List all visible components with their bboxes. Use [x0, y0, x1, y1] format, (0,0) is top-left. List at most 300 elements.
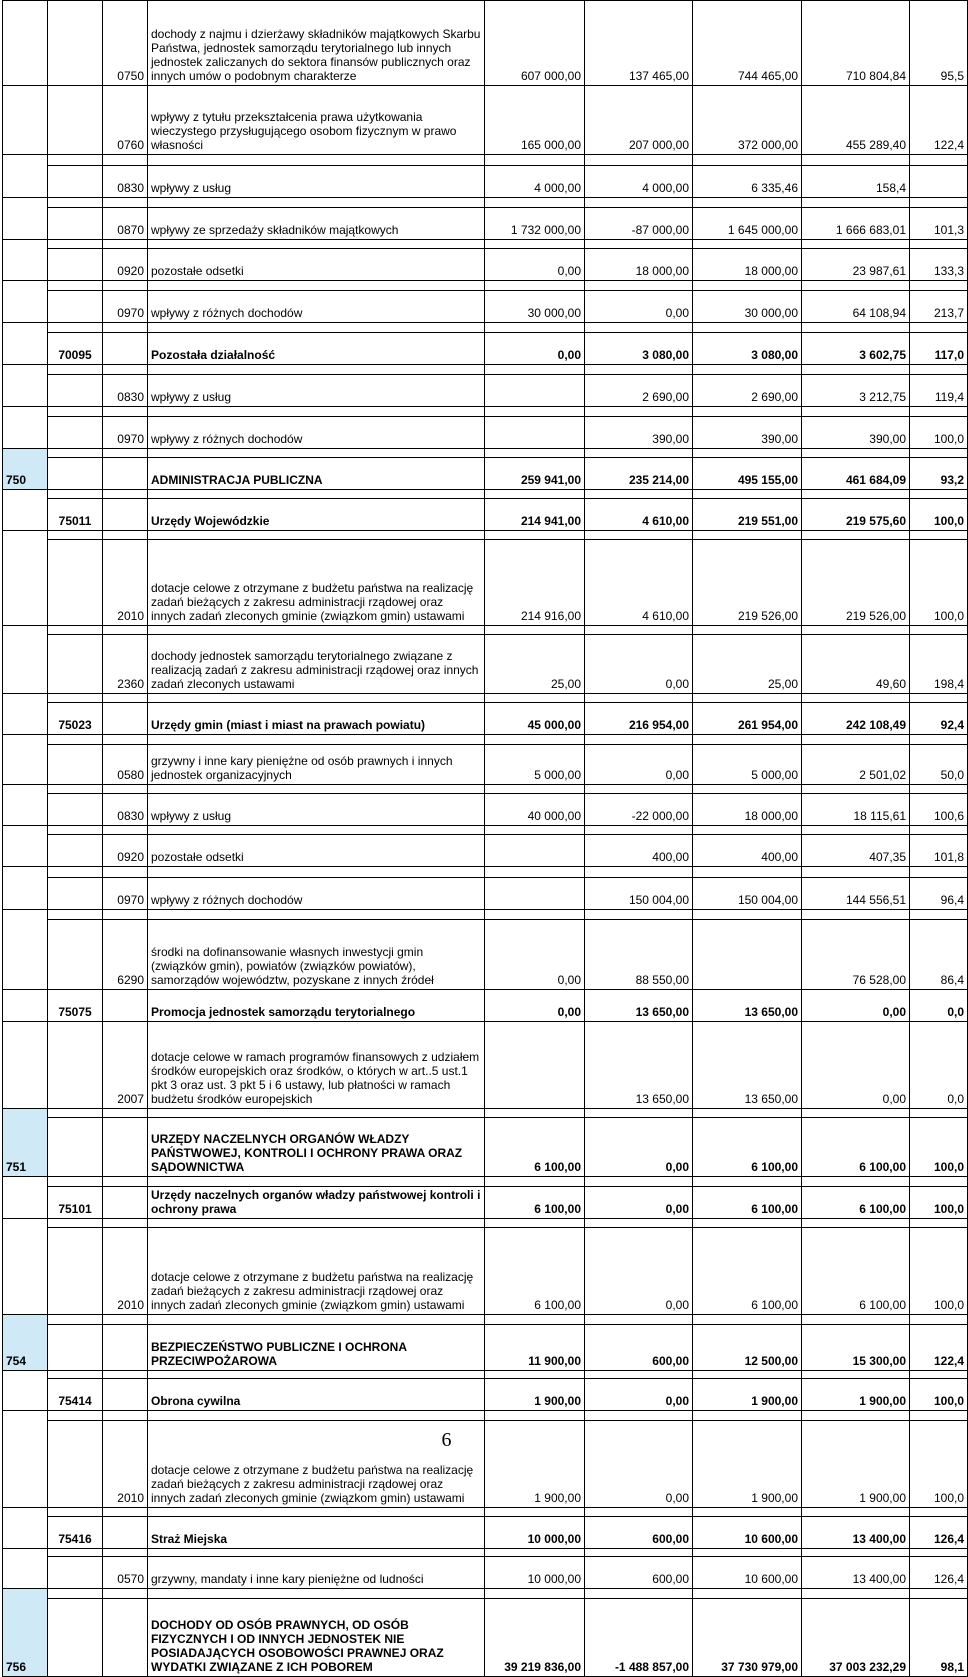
spacer-cell [48, 1589, 103, 1599]
spacer-cell [693, 407, 802, 417]
row-spacer [3, 1589, 968, 1599]
item-name: Urzędy naczelnych organów władzy państwowej kontroli i ochrony prawa [148, 1187, 485, 1219]
spacer-cell [485, 365, 585, 375]
spacer-cell [485, 1411, 585, 1421]
item-name: dotacje celowe z otrzymane z budżetu państwa na realizację zadań bieżących z zakresu administracji rządowej oraz innych zadań zleconych gminie (związkom gmin) ustawami [148, 1228, 485, 1315]
paragraph-code: 0830 [103, 375, 148, 407]
change-value: 4 610,00 [585, 499, 693, 531]
spacer-cell [3, 626, 48, 635]
item-name: BEZPIECZEŃSTWO PUBLICZNE I OCHRONA PRZECIWPOŻAROWA [148, 1325, 485, 1371]
table-row [3, 1325, 968, 1371]
paragraph-code: 0970 [103, 417, 148, 449]
plan-after-change-value: 13 650,00 [693, 990, 802, 1022]
plan-value: 4 000,00 [485, 166, 585, 198]
plan-after-change-value: 6 100,00 [693, 1228, 802, 1315]
change-value: 150 004,00 [585, 878, 693, 910]
chapter-code [48, 1118, 103, 1177]
plan-after-change-value: 3 080,00 [693, 333, 802, 365]
item-name: dochody z najmu i dzierżawy składników majątkowych Skarbu Państwa, jednostek samorządu terytorialnego lub innych jednostek zaliczanych do sektora finansów publicznych oraz innych umów o podobnym charakterze [148, 1, 485, 86]
spacer-cell [802, 490, 910, 499]
item-name: dotacje celowe w ramach programów finansowych z udziałem środków europejskich oraz środków, o których w art..5 ust.1 pkt 3 oraz ust. 3 pkt 5 i 6 ustawy, lub płatności w ramach budżetu środków europejskich [148, 1022, 485, 1109]
plan-after-change-value: 495 155,00 [693, 458, 802, 490]
table-row [3, 375, 968, 407]
chapter-code [48, 878, 103, 910]
spacer-cell [910, 1411, 968, 1421]
spacer-cell [148, 694, 485, 703]
spacer-cell [910, 1109, 968, 1118]
spacer-cell [485, 1549, 585, 1557]
spacer-cell [103, 155, 148, 166]
percent-value: 100,0 [910, 499, 968, 531]
execution-value: 158,4 [802, 166, 910, 198]
execution-value: 1 900,00 [802, 1421, 910, 1508]
change-value: -87 000,00 [585, 208, 693, 240]
spacer-cell [103, 1508, 148, 1517]
percent-value: 117,0 [910, 333, 968, 365]
chapter-code [48, 920, 103, 990]
spacer-cell [148, 910, 485, 920]
paragraph-code: 0570 [103, 1557, 148, 1589]
paragraph-code: 0580 [103, 745, 148, 785]
percent-value: 101,8 [910, 835, 968, 867]
spacer-cell [485, 198, 585, 208]
percent-value: 133,3 [910, 249, 968, 281]
spacer-cell [585, 910, 693, 920]
execution-value: 461 684,09 [802, 458, 910, 490]
paragraph-code [103, 1325, 148, 1371]
change-value: 3 080,00 [585, 333, 693, 365]
spacer-cell [48, 365, 103, 375]
spacer-cell [802, 449, 910, 458]
plan-value: 0,00 [485, 920, 585, 990]
item-name: wpływy z różnych dochodów [148, 878, 485, 910]
plan-after-change-value: 18 000,00 [693, 249, 802, 281]
change-value: 4 000,00 [585, 166, 693, 198]
execution-value: 3 602,75 [802, 333, 910, 365]
item-name: wpływy z usług [148, 375, 485, 407]
row-spacer [3, 155, 968, 166]
paragraph-code [103, 333, 148, 365]
section-code [3, 291, 48, 323]
item-name: Promocja jednostek samorządu terytorialnego [148, 990, 485, 1022]
section-code [3, 375, 48, 407]
spacer-cell [585, 1177, 693, 1187]
spacer-cell [802, 531, 910, 540]
change-value: 0,00 [585, 1379, 693, 1411]
percent-value: 213,7 [910, 291, 968, 323]
spacer-cell [48, 449, 103, 458]
execution-value: 15 300,00 [802, 1325, 910, 1371]
spacer-cell [485, 1371, 585, 1379]
section-code [3, 1, 48, 86]
plan-value: 25,00 [485, 635, 585, 694]
percent-value: 100,0 [910, 1187, 968, 1219]
section-code [3, 166, 48, 198]
spacer-cell [48, 1177, 103, 1187]
spacer-cell [585, 735, 693, 745]
spacer-cell [802, 735, 910, 745]
spacer-cell [48, 323, 103, 333]
spacer-cell [585, 1371, 693, 1379]
spacer-cell [148, 449, 485, 458]
spacer-cell [693, 785, 802, 794]
spacer-cell [802, 1371, 910, 1379]
paragraph-code: 2007 [103, 1022, 148, 1109]
item-name: wpływy z tytułu przekształcenia prawa użytkowania wieczystego przysługującego osobom fizycznym w prawo własności [148, 86, 485, 155]
execution-value: 3 212,75 [802, 375, 910, 407]
plan-value [485, 1022, 585, 1109]
spacer-cell [585, 1315, 693, 1325]
chapter-code [48, 208, 103, 240]
spacer-cell [910, 1177, 968, 1187]
spacer-cell [910, 1315, 968, 1325]
plan-after-change-value: 1 645 000,00 [693, 208, 802, 240]
table-row [3, 1, 968, 86]
item-name: wpływy ze sprzedaży składników majątkowych [148, 208, 485, 240]
paragraph-code: 6290 [103, 920, 148, 990]
execution-value: 49,60 [802, 635, 910, 694]
spacer-cell [802, 1508, 910, 1517]
spacer-cell [103, 240, 148, 249]
spacer-cell [103, 198, 148, 208]
paragraph-code: 0920 [103, 249, 148, 281]
spacer-cell [103, 490, 148, 499]
chapter-code [48, 166, 103, 198]
chapter-code: 75011 [48, 499, 103, 531]
change-value: -1 488 857,00 [585, 1599, 693, 1677]
item-name: Urzędy Wojewódzkie [148, 499, 485, 531]
spacer-cell [693, 1589, 802, 1599]
plan-after-change-value: 219 526,00 [693, 540, 802, 626]
spacer-cell [585, 449, 693, 458]
percent-value: 100,0 [910, 1118, 968, 1177]
change-value: 2 690,00 [585, 375, 693, 407]
spacer-cell [48, 735, 103, 745]
plan-after-change-value: 6 100,00 [693, 1187, 802, 1219]
spacer-cell [693, 531, 802, 540]
spacer-cell [485, 155, 585, 166]
row-spacer [3, 626, 968, 635]
budget-table [2, 0, 968, 1677]
item-name: dotacje celowe z otrzymane z budżetu państwa na realizację zadań bieżących z zakresu administracji rządowej oraz innych zadań zleconych gminie (związkom gmin) ustawami [148, 1421, 485, 1508]
plan-value: 0,00 [485, 990, 585, 1022]
row-spacer [3, 910, 968, 920]
spacer-cell [910, 1508, 968, 1517]
spacer-cell [802, 694, 910, 703]
spacer-cell [802, 1315, 910, 1325]
paragraph-code: 0920 [103, 835, 148, 867]
plan-value [485, 417, 585, 449]
spacer-cell [103, 694, 148, 703]
percent-value: 0,0 [910, 1022, 968, 1109]
plan-after-change-value: 25,00 [693, 635, 802, 694]
item-name: Pozostała działalność [148, 333, 485, 365]
change-value: 0,00 [585, 1421, 693, 1508]
row-spacer [3, 694, 968, 703]
plan-value: 11 900,00 [485, 1325, 585, 1371]
spacer-cell [585, 1549, 693, 1557]
plan-value [485, 878, 585, 910]
spacer-cell [802, 240, 910, 249]
execution-value: 6 100,00 [802, 1118, 910, 1177]
plan-value: 30 000,00 [485, 291, 585, 323]
execution-value: 1 900,00 [802, 1379, 910, 1411]
table-row [3, 1118, 968, 1177]
table-row [3, 208, 968, 240]
percent-value: 93,2 [910, 458, 968, 490]
section-code [3, 86, 48, 155]
section-code [3, 835, 48, 867]
spacer-cell [585, 826, 693, 835]
spacer-cell [485, 1508, 585, 1517]
spacer-cell [485, 626, 585, 635]
execution-value: 6 100,00 [802, 1187, 910, 1219]
spacer-cell [802, 626, 910, 635]
spacer-cell [485, 694, 585, 703]
table-row [3, 990, 968, 1022]
spacer-cell [802, 198, 910, 208]
spacer-cell [48, 1371, 103, 1379]
execution-value: 0,00 [802, 990, 910, 1022]
plan-value [485, 835, 585, 867]
paragraph-code [103, 703, 148, 735]
execution-value: 18 115,61 [802, 794, 910, 826]
plan-value: 259 941,00 [485, 458, 585, 490]
spacer-cell [48, 1219, 103, 1228]
table-row [3, 333, 968, 365]
spacer-cell [3, 531, 48, 540]
spacer-cell [693, 1411, 802, 1421]
section-code [3, 1187, 48, 1219]
spacer-cell [3, 1177, 48, 1187]
spacer-cell [103, 910, 148, 920]
spacer-cell [485, 1219, 585, 1228]
spacer-cell [3, 1109, 48, 1118]
spacer-cell [148, 323, 485, 333]
spacer-cell [3, 867, 48, 878]
section-code [3, 1557, 48, 1589]
spacer-cell [910, 626, 968, 635]
spacer-cell [585, 1589, 693, 1599]
row-spacer [3, 1109, 968, 1118]
spacer-cell [103, 1219, 148, 1228]
plan-value: 45 000,00 [485, 703, 585, 735]
chapter-code [48, 1325, 103, 1371]
spacer-cell [148, 1109, 485, 1118]
spacer-cell [693, 240, 802, 249]
change-value: 0,00 [585, 291, 693, 323]
spacer-cell [148, 155, 485, 166]
table-row [3, 920, 968, 990]
spacer-cell [3, 694, 48, 703]
spacer-cell [3, 1549, 48, 1557]
change-value: 0,00 [585, 635, 693, 694]
plan-value: 1 900,00 [485, 1421, 585, 1508]
row-spacer [3, 1177, 968, 1187]
chapter-code: 75023 [48, 703, 103, 735]
change-value: 600,00 [585, 1517, 693, 1549]
spacer-cell [3, 490, 48, 499]
spacer-cell [802, 1177, 910, 1187]
plan-value: 5 000,00 [485, 745, 585, 785]
spacer-cell [485, 531, 585, 540]
row-spacer [3, 365, 968, 375]
execution-value: 710 804,84 [802, 1, 910, 86]
percent-value: 100,0 [910, 1379, 968, 1411]
spacer-cell [485, 1589, 585, 1599]
section-code [3, 1228, 48, 1315]
row-spacer [3, 1219, 968, 1228]
execution-value: 37 003 232,29 [802, 1599, 910, 1677]
spacer-cell [3, 1411, 48, 1421]
spacer-cell [103, 626, 148, 635]
row-spacer [3, 449, 968, 458]
spacer-cell [585, 1109, 693, 1118]
change-value: 0,00 [585, 1118, 693, 1177]
plan-value: 165 000,00 [485, 86, 585, 155]
spacer-cell [103, 365, 148, 375]
percent-value: 50,0 [910, 745, 968, 785]
execution-value: 219 575,60 [802, 499, 910, 531]
row-spacer [3, 323, 968, 333]
spacer-cell [585, 867, 693, 878]
section-code: 754 [3, 1325, 48, 1371]
spacer-cell [485, 1177, 585, 1187]
plan-after-change-value: 5 000,00 [693, 745, 802, 785]
plan-value [485, 375, 585, 407]
spacer-cell [148, 626, 485, 635]
paragraph-code [103, 458, 148, 490]
plan-after-change-value: 372 000,00 [693, 86, 802, 155]
spacer-cell [693, 155, 802, 166]
section-code [3, 794, 48, 826]
row-spacer [3, 1315, 968, 1325]
spacer-cell [103, 826, 148, 835]
chapter-code [48, 1022, 103, 1109]
spacer-cell [48, 407, 103, 417]
item-name: dochody jednostek samorządu terytorialnego związane z realizacją zadań z zakresu administracji rządowej oraz innych zadań zleconych ustawami [148, 635, 485, 694]
spacer-cell [693, 1177, 802, 1187]
spacer-cell [585, 155, 693, 166]
plan-after-change-value: 744 465,00 [693, 1, 802, 86]
spacer-cell [802, 1219, 910, 1228]
table-row [3, 1379, 968, 1411]
spacer-cell [693, 198, 802, 208]
spacer-cell [103, 531, 148, 540]
spacer-cell [3, 155, 48, 166]
table-row [3, 1022, 968, 1109]
plan-after-change-value: 2 690,00 [693, 375, 802, 407]
spacer-cell [103, 1549, 148, 1557]
spacer-cell [693, 867, 802, 878]
paragraph-code: 0830 [103, 794, 148, 826]
table-row [3, 835, 968, 867]
spacer-cell [148, 1589, 485, 1599]
spacer-cell [910, 785, 968, 794]
spacer-cell [103, 735, 148, 745]
section-code [3, 540, 48, 626]
execution-value: 1 666 683,01 [802, 208, 910, 240]
spacer-cell [910, 867, 968, 878]
change-value: 13 650,00 [585, 990, 693, 1022]
table-row [3, 540, 968, 626]
spacer-cell [910, 1549, 968, 1557]
spacer-cell [148, 1315, 485, 1325]
plan-after-change-value: 37 730 979,00 [693, 1599, 802, 1677]
execution-value: 2 501,02 [802, 745, 910, 785]
spacer-cell [585, 490, 693, 499]
spacer-cell [910, 1219, 968, 1228]
page-number: 6 [441, 1429, 452, 1451]
spacer-cell [910, 198, 968, 208]
table-row [3, 458, 968, 490]
plan-value: 10 000,00 [485, 1557, 585, 1589]
percent-value: 100,6 [910, 794, 968, 826]
spacer-cell [910, 531, 968, 540]
item-name: URZĘDY NACZELNYCH ORGANÓW WŁADZY PAŃSTWOWEJ, KONTROLI I OCHRONY PRAWA ORAZ SĄDOWNICTWA [148, 1118, 485, 1177]
spacer-cell [910, 323, 968, 333]
spacer-cell [48, 785, 103, 794]
item-name: Urzędy gmin (miast i miast na prawach powiatu) [148, 703, 485, 735]
row-spacer [3, 826, 968, 835]
spacer-cell [910, 826, 968, 835]
spacer-cell [3, 1219, 48, 1228]
plan-after-change-value: 10 600,00 [693, 1517, 802, 1549]
spacer-cell [585, 198, 693, 208]
change-value: 4 610,00 [585, 540, 693, 626]
spacer-cell [148, 785, 485, 794]
spacer-cell [48, 490, 103, 499]
section-code [3, 920, 48, 990]
paragraph-code [103, 1187, 148, 1219]
spacer-cell [485, 785, 585, 794]
row-spacer [3, 240, 968, 249]
row-spacer [3, 867, 968, 878]
change-value: 13 650,00 [585, 1022, 693, 1109]
item-name: środki na dofinansowanie własnych inwestycji gmin (związków gmin), powiatów (związków powiatów), samorządów województw, pozyskane z innych źródeł [148, 920, 485, 990]
plan-after-change-value: 30 000,00 [693, 291, 802, 323]
spacer-cell [48, 694, 103, 703]
paragraph-code [103, 1118, 148, 1177]
plan-after-change-value: 6 100,00 [693, 1118, 802, 1177]
table-row [3, 703, 968, 735]
table-row [3, 86, 968, 155]
chapter-code [48, 635, 103, 694]
spacer-cell [485, 449, 585, 458]
spacer-cell [148, 1371, 485, 1379]
chapter-code [48, 458, 103, 490]
spacer-cell [910, 407, 968, 417]
spacer-cell [693, 1508, 802, 1517]
spacer-cell [148, 490, 485, 499]
plan-value: 39 219 836,00 [485, 1599, 585, 1677]
chapter-code [48, 1557, 103, 1589]
spacer-cell [103, 407, 148, 417]
plan-value: 1 900,00 [485, 1379, 585, 1411]
spacer-cell [3, 826, 48, 835]
chapter-code [48, 835, 103, 867]
spacer-cell [585, 365, 693, 375]
plan-after-change-value: 13 650,00 [693, 1022, 802, 1109]
spacer-cell [802, 910, 910, 920]
item-name: grzywny i inne kary pieniężne od osób prawnych i innych jednostek organizacyjnych [148, 745, 485, 785]
row-spacer [3, 531, 968, 540]
spacer-cell [910, 735, 968, 745]
table-row [3, 499, 968, 531]
execution-value: 13 400,00 [802, 1517, 910, 1549]
spacer-cell [693, 490, 802, 499]
row-spacer [3, 785, 968, 794]
